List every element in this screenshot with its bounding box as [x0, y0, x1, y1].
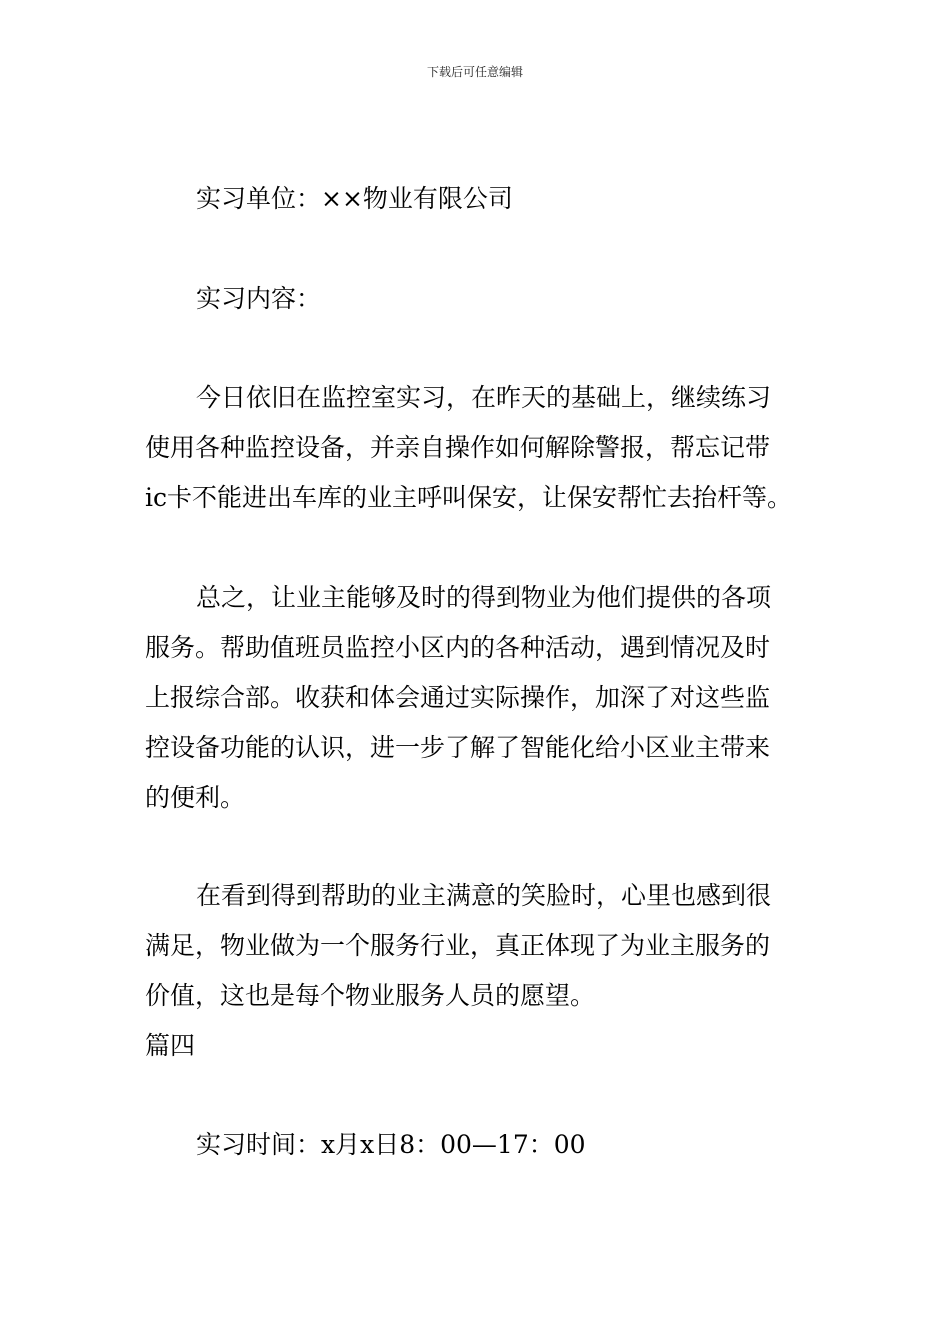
- paragraph-1-line-2: 使用各种监控设备，并亲自操作如何解除警报，帮忘记带: [145, 433, 771, 462]
- page-header: 下载后可任意编辑: [426, 65, 523, 79]
- internship-content-heading: 实习内容：: [196, 284, 322, 313]
- paragraph-2-line-4: 控设备功能的认识，进一步了解了智能化给小区业主带来: [145, 733, 771, 762]
- paragraph-1-line-3: ic卡不能进出车库的业主呼叫保安，让保安帮忙去抬杆等。: [145, 483, 792, 512]
- paragraph-1-line-1: 今日依旧在监控室实习，在昨天的基础上，继续练习: [196, 383, 772, 412]
- internship-unit-line: 实习单位：××物业有限公司: [196, 184, 513, 213]
- paragraph-2-line-5: 的便利。: [145, 783, 246, 812]
- paragraph-3-line-3: 价值，这也是每个物业服务人员的愿望。: [145, 981, 596, 1010]
- paragraph-2-line-2: 服务。帮助值班员监控小区内的各种活动，遇到情况及时: [145, 633, 771, 662]
- paragraph-3-line-2: 满足，物业做为一个服务行业，真正体现了为业主服务的: [145, 931, 771, 960]
- paragraph-2-line-1: 总之，让业主能够及时的得到物业为他们提供的各项: [196, 583, 772, 612]
- paragraph-3-line-1: 在看到得到帮助的业主满意的笑脸时，心里也感到很: [196, 881, 772, 910]
- internship-time-line: 实习时间：x月x日8：00—17：00: [196, 1130, 586, 1159]
- paragraph-2-line-3: 上报综合部。收获和体会通过实际操作，加深了对这些监: [145, 683, 771, 712]
- section-heading: 篇四: [145, 1031, 196, 1060]
